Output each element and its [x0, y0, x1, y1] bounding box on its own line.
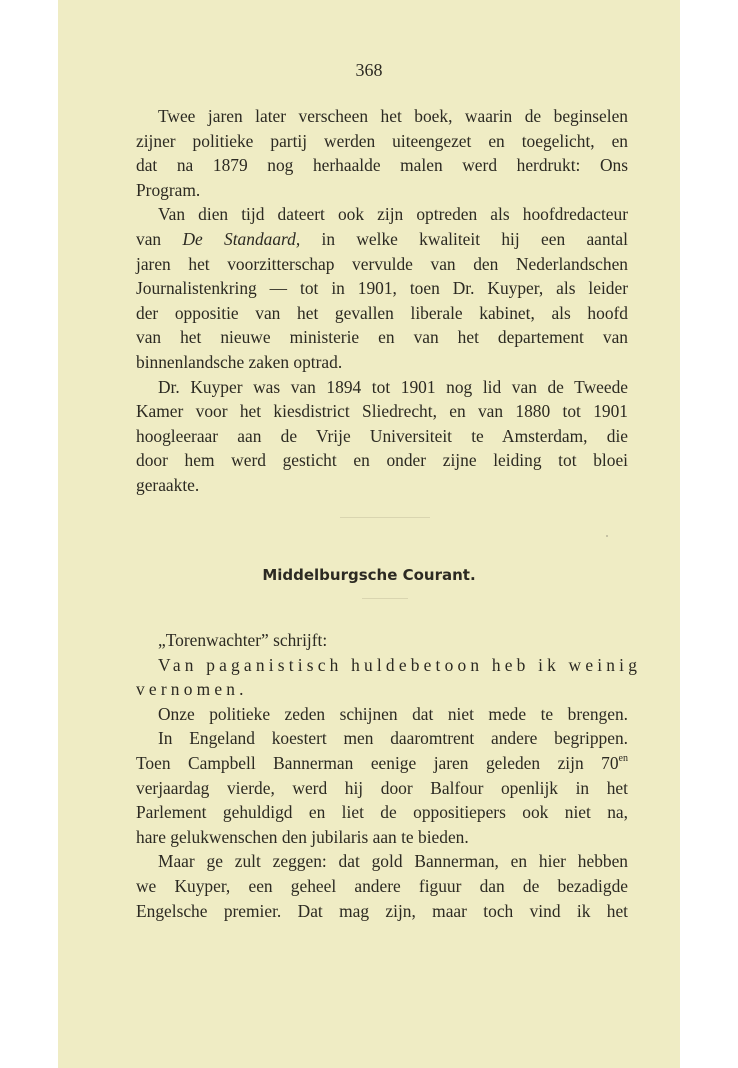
text-line: Maar ge zult zeggen: dat gold Bannerman, en hier hebben [158, 851, 628, 872]
text-line: Kamer voor het kiesdistrict Sliedrecht, en van 1880 tot 1901 [136, 401, 628, 422]
newspaper-title: De Standaard, [182, 228, 301, 249]
book-page [58, 0, 680, 1068]
text-fragment: in welke kwaliteit hij een aantal [321, 228, 628, 249]
text-line: zijner politieke partij werden uiteengezet en toegelicht, en [136, 130, 628, 151]
text-line: we Kuyper, een geheel andere figuur dan de bezadigde [136, 875, 628, 896]
heading-underline [362, 598, 408, 599]
text-line: door hem werd gesticht en onder zijne leiding tot bloei [136, 450, 628, 471]
text-line: hoogleeraar aan de Vrije Universiteit te Amsterdam, die [136, 425, 628, 446]
page-number: 368 [355, 60, 383, 80]
text-line: In Engeland koestert men daaromtrent andere begrippen. [158, 728, 628, 749]
text-line: Twee jaren later verscheen het boek, waarin de beginselen [158, 106, 628, 126]
text-line: Program. [136, 179, 201, 200]
text-line: Onze politieke zeden schijnen dat niet mede te brengen. [158, 703, 628, 724]
ordinal-suffix: en [618, 753, 628, 765]
text-line [136, 751, 628, 776]
text-line: der oppositie van het gevallen liberale kabinet, als hoofd [136, 302, 628, 323]
text-line: Dr. Kuyper was van 1894 tot 1901 nog lid van de Tweede [158, 376, 628, 397]
paper-speck [606, 535, 608, 537]
section-heading: Middelburgsche Courant. [262, 566, 476, 584]
text-line: verjaardag vierde, werd hij door Balfour openlijk in het [136, 777, 628, 798]
text-line: Van dien tijd dateert ook zijn optreden als hoofdredacteur [158, 204, 628, 225]
text-line: jaren het voorzitterschap vervulde van den Nederlandschen [136, 253, 628, 274]
text-line: „Torenwachter” schrijft: [158, 630, 328, 650]
section-divider [340, 517, 430, 518]
text-line: binnenlandsche zaken optrad. [136, 351, 343, 372]
text-line: Engelsche premier. Dat mag zijn, maar toch vind ik het [136, 900, 628, 921]
text-line: hare gelukwenschen den jubilaris aan te bieden. [136, 826, 469, 847]
biography-text [136, 104, 628, 498]
text-line [136, 227, 628, 252]
text-line: van het nieuwe ministerie en van het departement van [136, 327, 628, 348]
text-fragment: Toen Campbell Bannerman eenige jaren geleden zijn 70 [136, 752, 619, 773]
text-line: geraakte. [136, 474, 200, 495]
text-line: vernomen. [136, 679, 248, 700]
text-line: dat na 1879 nog herhaalde malen werd herdrukt: Ons [136, 155, 628, 176]
quoted-article [136, 628, 642, 923]
text-fragment: van [136, 228, 162, 249]
text-line: Van paganistisch huldebetoon heb ik weinig [158, 654, 642, 675]
text-line: Parlement gehuldigd en liet de oppositiepers ook niet na, [136, 802, 628, 823]
text-line: Journalistenkring — tot in 1901, toen Dr. Kuyper, als leider [136, 278, 628, 299]
